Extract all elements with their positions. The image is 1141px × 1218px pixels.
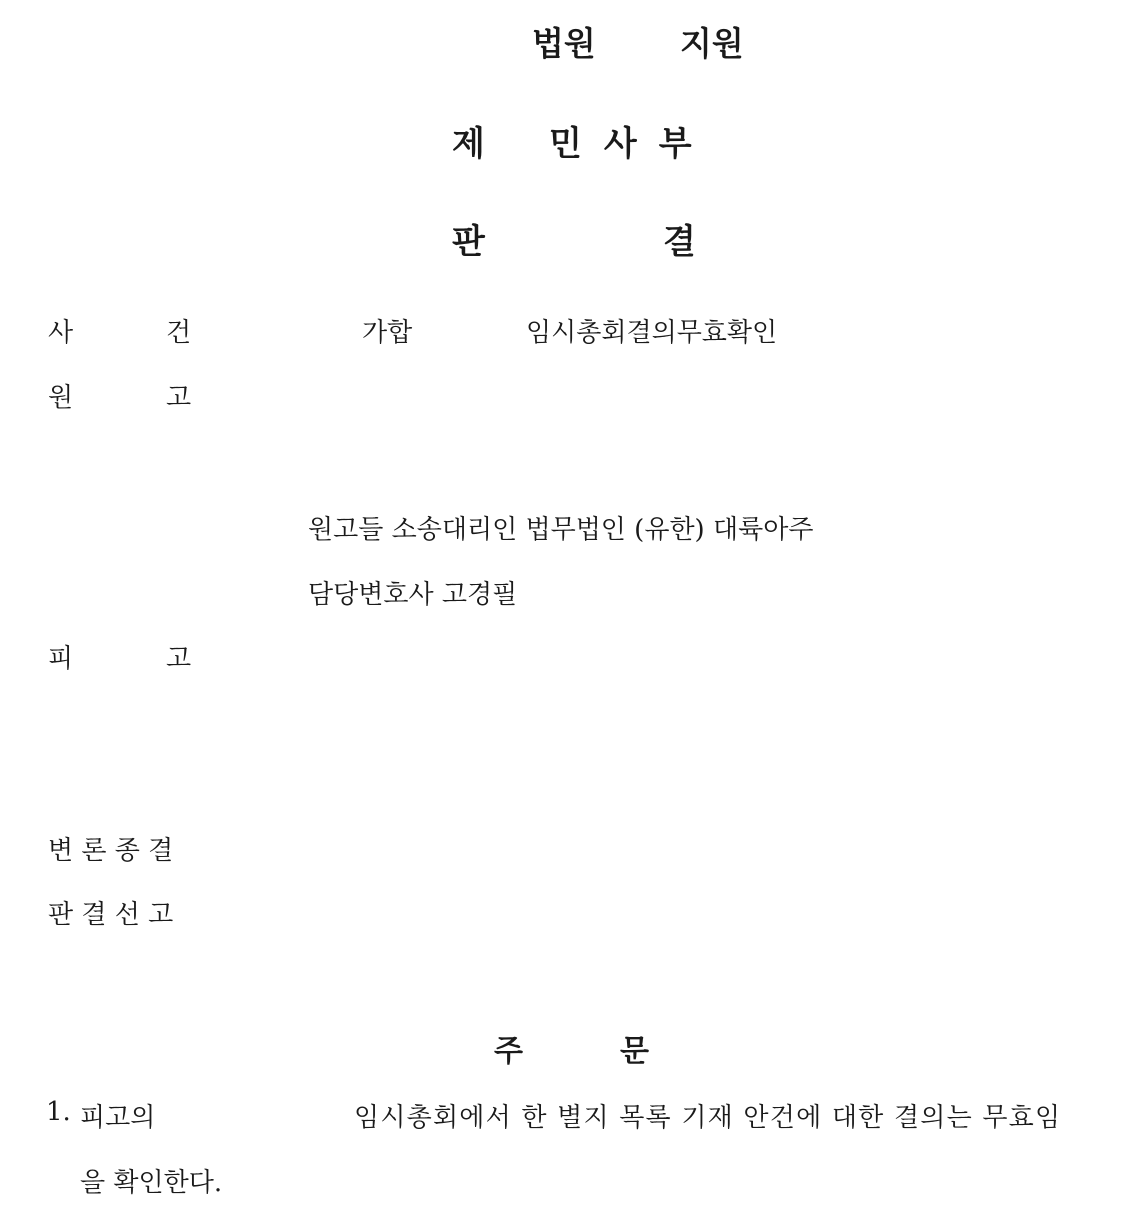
plaintiff-label-char2: 고 xyxy=(166,383,192,413)
department-name: 민사부 xyxy=(549,124,714,164)
plaintiff-counsel: 원고들 소송대리인 법무법인 (유한) 대륙아주 xyxy=(308,515,814,545)
court-name-part1: 법원 xyxy=(532,24,596,63)
closing-of-argument-label: 변 론 종 결 xyxy=(48,836,174,866)
plaintiff-attorney: 담당변호사 고경필 xyxy=(308,580,518,610)
department-ordinal: 제 xyxy=(452,124,485,164)
verdict-date-label: 판 결 선 고 xyxy=(48,900,174,930)
defendant-label-char1: 피 xyxy=(48,644,74,674)
case-type: 가합 xyxy=(362,318,413,348)
order-item-number: 1. xyxy=(46,1097,71,1127)
order-heading-part2: 문 xyxy=(620,1034,649,1069)
order-heading-part1: 주 xyxy=(494,1034,523,1069)
plaintiff-label-char1: 원 xyxy=(48,383,74,413)
order-item-defendant: 피고의 xyxy=(80,1103,156,1133)
document-title-part2: 결 xyxy=(663,222,696,262)
case-name: 임시총회결의무효확인 xyxy=(526,318,778,348)
order-item-text: 임시총회에서 한 별지 목록 기재 안건에 대한 결의는 무효임 xyxy=(354,1103,1062,1133)
document-title-part1: 판 xyxy=(452,222,485,262)
case-label-char1: 사 xyxy=(48,318,74,348)
court-name-part2: 지원 xyxy=(680,24,744,63)
order-item-continuation: 을 확인한다. xyxy=(80,1168,223,1198)
defendant-label-char2: 고 xyxy=(166,644,192,674)
case-label-char2: 건 xyxy=(166,318,192,348)
